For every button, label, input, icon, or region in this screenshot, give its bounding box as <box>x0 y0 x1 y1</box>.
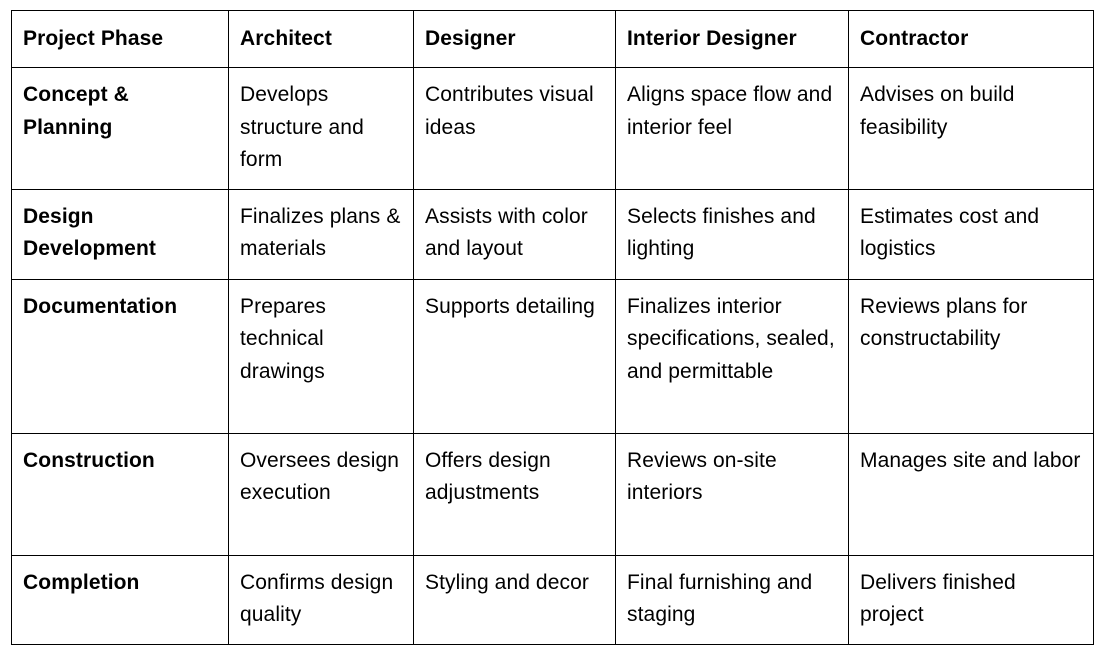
table-row <box>12 279 1094 433</box>
interior-designer-cell: Aligns space flow and interior feel <box>616 68 849 190</box>
header-architect: Architect <box>229 11 414 68</box>
phase-cell: Construction <box>12 433 229 555</box>
interior-designer-cell: Finalizes interior specifications, sealed, and permittable <box>616 279 849 433</box>
header-interior-designer: Interior Designer <box>616 11 849 68</box>
architect-cell: Oversees design execution <box>229 433 414 555</box>
table-row <box>12 68 1094 190</box>
contractor-cell: Delivers finished project <box>849 555 1094 644</box>
designer-cell: Supports detailing <box>414 279 616 433</box>
interior-designer-cell: Final furnishing and staging <box>616 555 849 644</box>
table-row <box>12 189 1094 279</box>
architect-cell: Develops structure and form <box>229 68 414 190</box>
header-designer: Designer <box>414 11 616 68</box>
designer-cell: Offers design adjustments <box>414 433 616 555</box>
table-header <box>12 11 1094 68</box>
architect-cell: Finalizes plans & materials <box>229 189 414 279</box>
phase-cell: Design Development <box>12 189 229 279</box>
phase-cell: Concept & Planning <box>12 68 229 190</box>
architect-cell: Prepares technical drawings <box>229 279 414 433</box>
header-contractor: Contractor <box>849 11 1094 68</box>
designer-cell: Contributes visual ideas <box>414 68 616 190</box>
phase-cell: Completion <box>12 555 229 644</box>
roles-table <box>11 10 1094 645</box>
designer-cell: Styling and decor <box>414 555 616 644</box>
table-row <box>12 555 1094 644</box>
interior-designer-cell: Selects finishes and lighting <box>616 189 849 279</box>
architect-cell: Confirms design quality <box>229 555 414 644</box>
header-row <box>12 11 1094 68</box>
table-row <box>12 433 1094 555</box>
header-project-phase: Project Phase <box>12 11 229 68</box>
contractor-cell: Manages site and labor <box>849 433 1094 555</box>
contractor-cell: Reviews plans for constructability <box>849 279 1094 433</box>
interior-designer-cell: Reviews on-site interiors <box>616 433 849 555</box>
contractor-cell: Estimates cost and logistics <box>849 189 1094 279</box>
table-body <box>12 68 1094 645</box>
designer-cell: Assists with color and layout <box>414 189 616 279</box>
contractor-cell: Advises on build feasibility <box>849 68 1094 190</box>
phase-cell: Documentation <box>12 279 229 433</box>
